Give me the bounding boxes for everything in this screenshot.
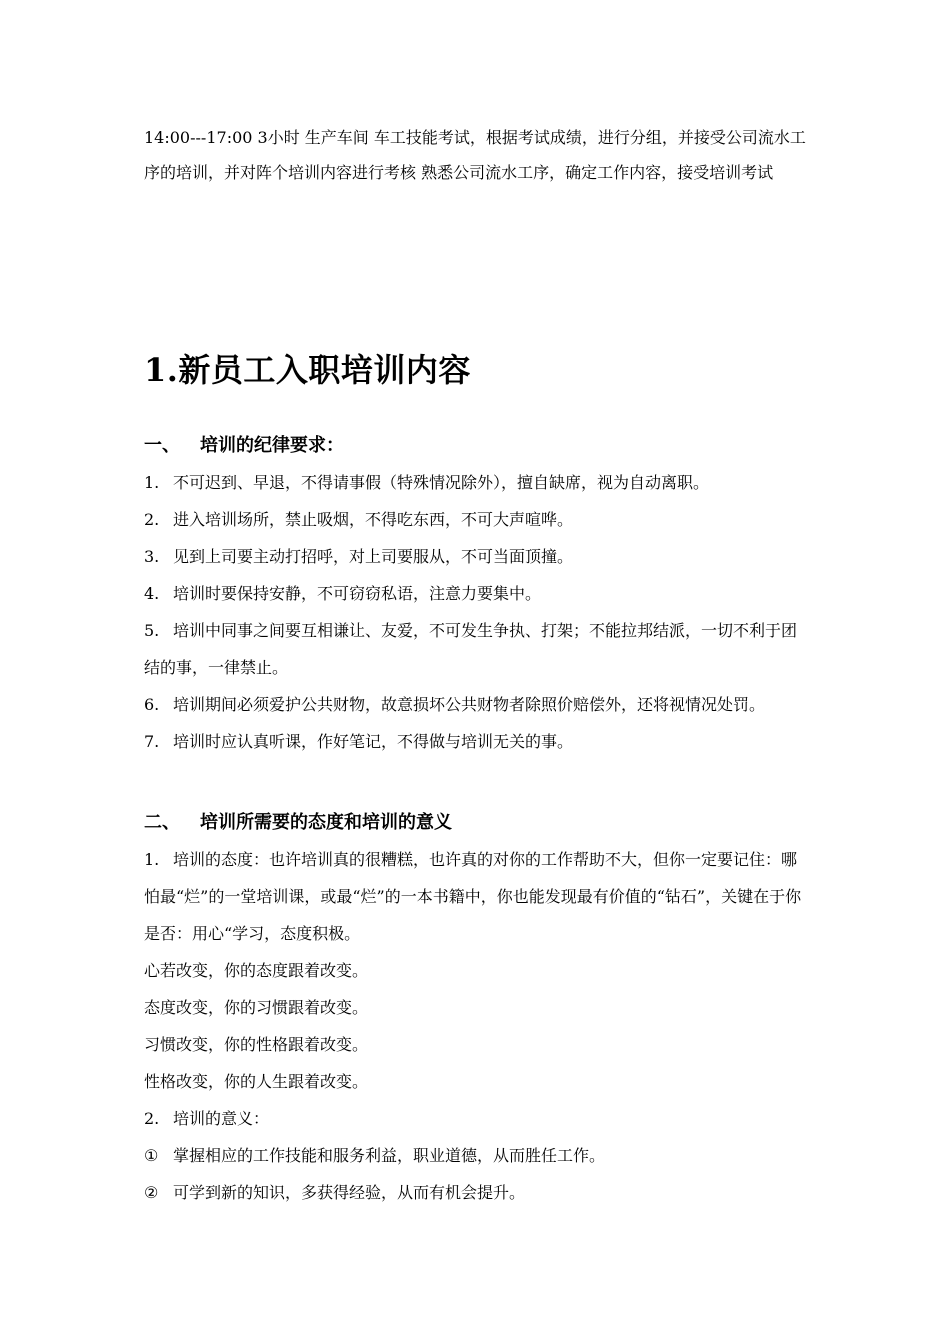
section-heading-discipline xyxy=(144,428,810,464)
item-index: 1. xyxy=(144,850,160,869)
item-text: 掌握相应的工作技能和服务利益，职业道德，从而胜任工作。 xyxy=(173,1146,606,1165)
item-text: 培训期间必须爱护公共财物，故意损坏公共财物者除照价赔偿外，还将视情况处罚。 xyxy=(173,695,766,714)
item-text: 进入培训场所，禁止吸烟，不得吃东西，不可大声喧哗。 xyxy=(173,510,574,529)
list-item xyxy=(144,723,810,760)
motto-line: 性格改变，你的人生跟着改变。 xyxy=(144,1072,369,1091)
discipline-section xyxy=(144,428,810,760)
page-title: 1.新员工入职培训内容 xyxy=(144,351,471,389)
motto-line: 心若改变，你的态度跟着改变。 xyxy=(144,961,369,980)
motto-line: 习惯改变，你的性格跟着改变。 xyxy=(144,1035,369,1054)
list-item xyxy=(144,501,810,538)
item-index: 7. xyxy=(144,732,160,751)
item-text: 见到上司要主动打招呼，对上司要服从，不可当面顶撞。 xyxy=(173,547,574,566)
item-index: 6. xyxy=(144,695,160,714)
item-index: 1. xyxy=(144,473,160,492)
item-index: 5. xyxy=(144,621,160,640)
list-item xyxy=(144,1174,810,1211)
item-index: 2. xyxy=(144,510,160,529)
list-item xyxy=(144,612,810,686)
list-item xyxy=(144,464,810,501)
list-item xyxy=(144,1137,810,1174)
item-text: 不可迟到、早退，不得请事假（特殊情况除外），擅自缺席，视为自动离职。 xyxy=(173,473,710,492)
section-title: 培训的纪律要求： xyxy=(200,435,344,456)
item-text: 培训时应认真听课，作好笔记，不得做与培训无关的事。 xyxy=(173,732,574,751)
item-index: 3. xyxy=(144,547,160,566)
list-item xyxy=(144,686,810,723)
motto-line: 态度改变，你的习惯跟着改变。 xyxy=(144,998,369,1017)
item-text: 可学到新的知识，多获得经验，从而有机会提升。 xyxy=(173,1183,526,1202)
item-text: 培训的意义： xyxy=(173,1109,270,1128)
item-index: 2. xyxy=(144,1109,160,1128)
item-text: 培训中同事之间要互相谦让、友爱，不可发生争执、打架；不能拉邦结派，一切不利于团结的事，一律禁止。 xyxy=(144,621,798,677)
item-text: 培训时要保持安静，不可窃窃私语，注意力要集中。 xyxy=(173,584,542,603)
section-number: 二、 xyxy=(144,812,180,833)
meaning-heading xyxy=(144,1100,810,1137)
list-item xyxy=(144,538,810,575)
section-number: 一、 xyxy=(144,435,180,456)
section-title: 培训所需要的态度和培训的意义 xyxy=(200,812,452,833)
item-text: 培训的态度：也许培训真的很糟糕，也许真的对你的工作帮助不大，但你一定要记住：哪怕最“烂”的一堂培训课，或最“烂”的一本书籍中，你也能发现最有价值的“钻石”，关键在于你是否：用心“学习，态度积极。 xyxy=(144,850,802,943)
item-index: ② xyxy=(144,1183,159,1202)
item-index: 4. xyxy=(144,584,160,603)
section-heading-attitude xyxy=(144,805,810,841)
intro-paragraph: 14:00---17:00 3小时 生产车间 车工技能考试，根据考试成绩，进行分组，并接受公司流水工序的培训，并对阵个培训内容进行考核 熟悉公司流水工序，确定工作内容，接受培训考试 xyxy=(144,128,806,182)
attitude-paragraph xyxy=(144,841,810,952)
list-item xyxy=(144,575,810,612)
item-index: ① xyxy=(144,1146,159,1165)
attitude-section xyxy=(144,805,810,1211)
